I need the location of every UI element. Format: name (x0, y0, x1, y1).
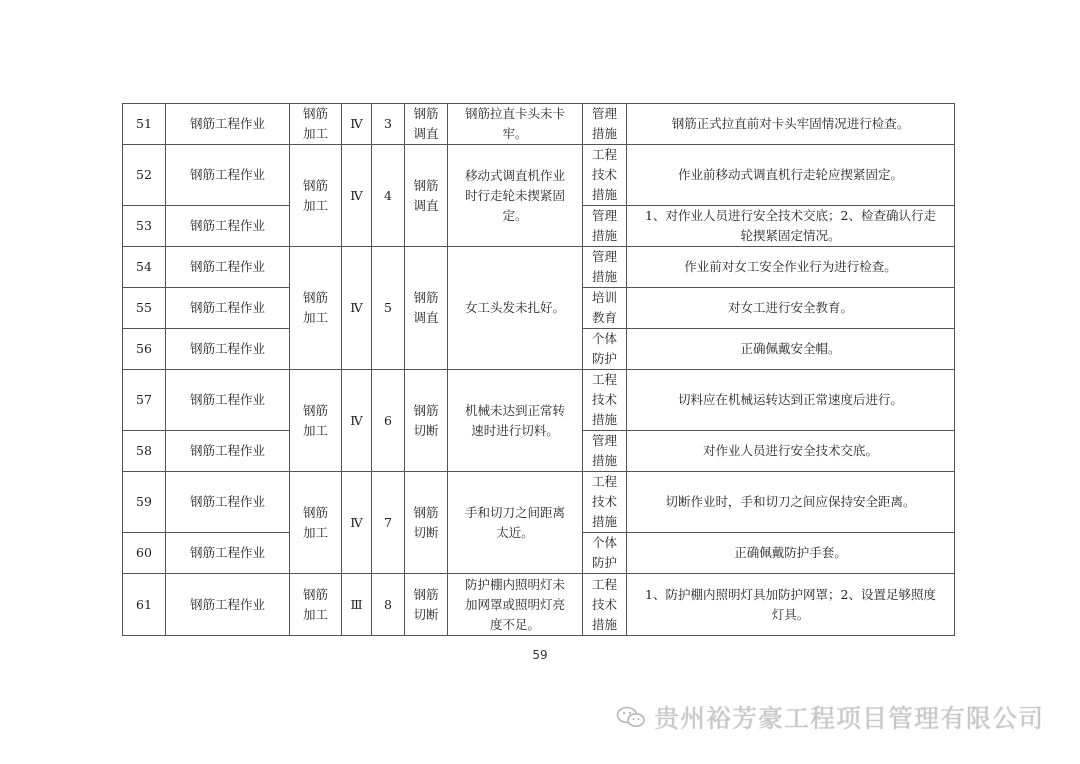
hazard-description: 手和切刀之间距离 太近。 (448, 472, 583, 574)
hazard-description: 女工头发未扎好。 (448, 247, 583, 370)
row-number: 61 (123, 574, 166, 636)
work-type: 钢筋 加工 (290, 574, 342, 636)
measure-category: 管理 措施 (583, 206, 627, 247)
work-step: 钢筋 调直 (405, 247, 448, 370)
job-name: 钢筋工程作业 (166, 329, 290, 370)
work-step: 钢筋 切断 (405, 472, 448, 574)
job-name: 钢筋工程作业 (166, 206, 290, 247)
row-number: 58 (123, 431, 166, 472)
control-measure: 1、对作业人员进行安全技术交底；2、检查确认行走 轮揳紧固定情况。 (627, 206, 955, 247)
job-name: 钢筋工程作业 (166, 431, 290, 472)
row-number: 53 (123, 206, 166, 247)
measure-category: 管理 措施 (583, 247, 627, 288)
row-number: 51 (123, 104, 166, 145)
page-number: 59 (532, 648, 548, 662)
row-number: 59 (123, 472, 166, 533)
row-number: 54 (123, 247, 166, 288)
work-type: 钢筋 加工 (290, 247, 342, 370)
sequence-number: 5 (372, 247, 405, 370)
watermark (616, 697, 1044, 737)
control-measure: 作业前移动式调直机行走轮应揳紧固定。 (627, 145, 955, 206)
job-name: 钢筋工程作业 (166, 472, 290, 533)
row-number: 52 (123, 145, 166, 206)
measure-category: 个体 防护 (583, 533, 627, 574)
measure-category: 管理 措施 (583, 104, 627, 145)
sequence-number: 4 (372, 145, 405, 247)
job-name: 钢筋工程作业 (166, 104, 290, 145)
control-measure: 1、防护棚内照明灯具加防护网罩；2、设置足够照度 灯具。 (627, 574, 955, 636)
risk-control-table (122, 103, 955, 636)
control-measure: 正确佩戴安全帽。 (627, 329, 955, 370)
risk-level: Ⅳ (342, 370, 372, 472)
work-type: 钢筋 加工 (290, 370, 342, 472)
measure-category: 工程 技术 措施 (583, 472, 627, 533)
hazard-description: 防护棚内照明灯未 加网罩或照明灯亮 度不足。 (448, 574, 583, 636)
risk-level: Ⅲ (342, 574, 372, 636)
control-measure: 正确佩戴防护手套。 (627, 533, 955, 574)
measure-category: 培训 教育 (583, 288, 627, 329)
job-name: 钢筋工程作业 (166, 145, 290, 206)
row-number: 57 (123, 370, 166, 431)
control-measure: 作业前对女工安全作业行为进行检查。 (627, 247, 955, 288)
job-name: 钢筋工程作业 (166, 288, 290, 329)
hazard-description: 移动式调直机作业 时行走轮未揳紧固 定。 (448, 145, 583, 247)
watermark-text: 贵州裕芳豪工程项目管理有限公司 (653, 704, 1044, 733)
risk-level: Ⅳ (342, 145, 372, 247)
hazard-description: 机械未达到正常转 速时进行切料。 (448, 370, 583, 472)
control-measure: 钢筋正式拉直前对卡头牢固情况进行检查。 (627, 104, 955, 145)
measure-category: 管理 措施 (583, 431, 627, 472)
table-row (123, 370, 955, 431)
risk-level: Ⅳ (342, 472, 372, 574)
table-row (123, 104, 955, 145)
control-measure: 对女工进行安全教育。 (627, 288, 955, 329)
hazard-description: 钢筋拉直卡头未卡 牢。 (448, 104, 583, 145)
sequence-number: 3 (372, 104, 405, 145)
table-row (123, 247, 955, 288)
work-step: 钢筋 切断 (405, 370, 448, 472)
table-row (123, 472, 955, 533)
row-number: 55 (123, 288, 166, 329)
control-measure: 对作业人员进行安全技术交底。 (627, 431, 955, 472)
measure-category: 工程 技术 措施 (583, 145, 627, 206)
wechat-icon (616, 705, 646, 729)
work-step: 钢筋 调直 (405, 145, 448, 247)
work-type: 钢筋 加工 (290, 145, 342, 247)
work-type: 钢筋 加工 (290, 104, 342, 145)
risk-level: Ⅳ (342, 104, 372, 145)
work-step: 钢筋 调直 (405, 104, 448, 145)
row-number: 56 (123, 329, 166, 370)
work-step: 钢筋 切断 (405, 574, 448, 636)
measure-category: 工程 技术 措施 (583, 370, 627, 431)
sequence-number: 7 (372, 472, 405, 574)
table-body (123, 104, 955, 636)
table-row (123, 574, 955, 636)
work-type: 钢筋 加工 (290, 472, 342, 574)
control-measure: 切断作业时，手和切刀之间应保持安全距离。 (627, 472, 955, 533)
job-name: 钢筋工程作业 (166, 370, 290, 431)
control-measure: 切料应在机械运转达到正常速度后进行。 (627, 370, 955, 431)
job-name: 钢筋工程作业 (166, 574, 290, 636)
row-number: 60 (123, 533, 166, 574)
job-name: 钢筋工程作业 (166, 533, 290, 574)
measure-category: 工程 技术 措施 (583, 574, 627, 636)
table-row (123, 145, 955, 206)
measure-category: 个体 防护 (583, 329, 627, 370)
risk-level: Ⅳ (342, 247, 372, 370)
sequence-number: 6 (372, 370, 405, 472)
job-name: 钢筋工程作业 (166, 247, 290, 288)
sequence-number: 8 (372, 574, 405, 636)
